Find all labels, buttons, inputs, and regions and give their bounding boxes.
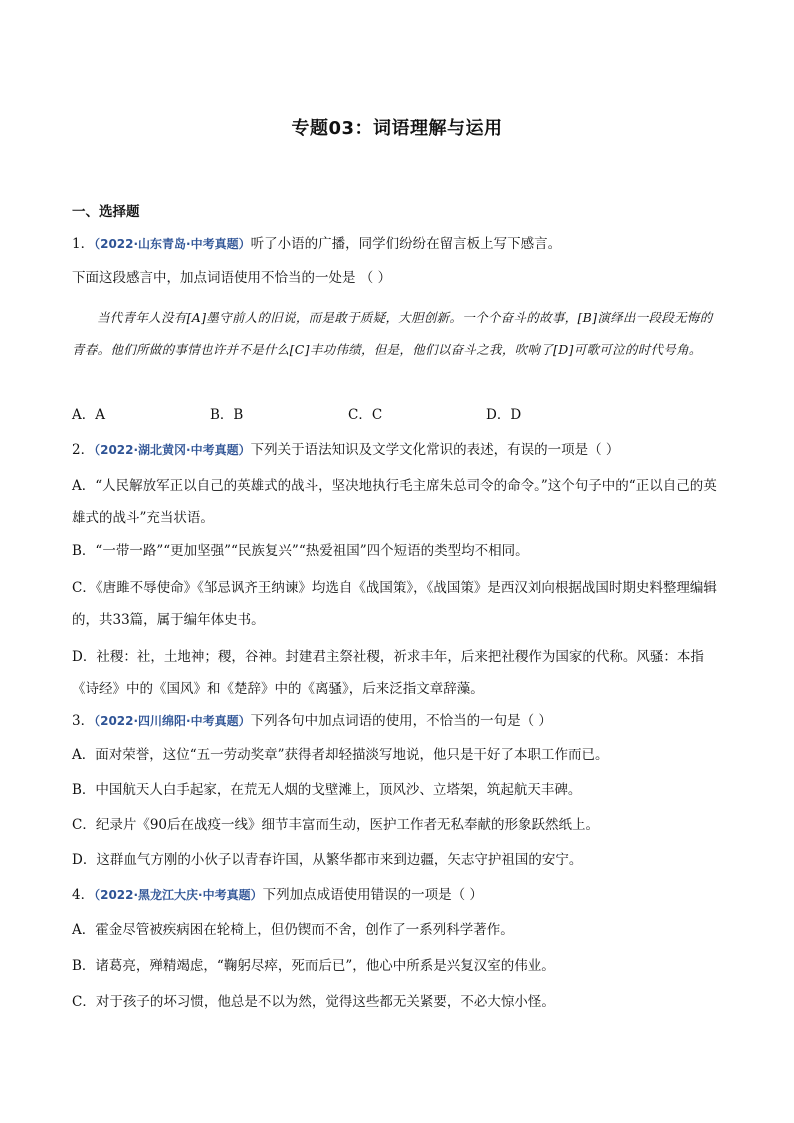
question-number: 1． [72,236,95,252]
question-stem: 下列关于语法知识及文学文化常识的表述，有误的一项是（ ） [250,442,620,458]
question-3-option-b: B．中国航天人白手起家，在荒无人烟的戈壁滩上，顶风沙、立塔架，筑起航天丰碑。 [72,782,582,798]
option-a: A．A [72,407,105,423]
question-source: （2022·黑龙江大庆·中考真题） [94,888,263,902]
question-number: 2． [72,442,95,458]
question-stem: 下列加点成语使用错误的一项是（ ） [262,887,483,903]
question-3-option-a: A．面对荣誉，这位“五一劳动奖章”获得者却轻描淡写地说，他只是干好了本职工作而已。 [72,747,609,763]
question-2-option-a: A．“人民解放军正以自己的英雄式的战斗，坚决地执行毛主席朱总司令的命令。”这个句子中的“正以自己的英雄式的战斗”充当状语。 [72,478,717,526]
question-2-option-b: B．“一带一路”“更加坚强”“民族复兴”“热爱祖国”四个短语的类型均不相同。 [72,543,529,559]
question-stem: 下列各句中加点词语的使用，不恰当的一句是（ ） [250,713,552,729]
question-source: （2022·湖北黄冈·中考真题） [94,443,251,457]
question-3-option-c: C．纪录片《90后在战疫一线》细节丰富而生动，医护工作者无私奉献的形象跃然纸上。 [72,817,600,833]
question-number: 4． [72,887,95,903]
question-3-option-d: D．这群血气方刚的小伙子以青春许国，从繁华都市来到边疆，矢志守护祖国的安宁。 [72,852,583,868]
question-3 [72,711,722,731]
question-1 [72,234,722,254]
question-4-option-c: C．对于孩子的坏习惯，他总是不以为然，觉得这些都无关紧要，不必大惊小怪。 [72,994,555,1010]
section-heading: 一、选择题 [72,204,140,220]
question-stem: 听了小语的广播，同学们纷纷在留言板上写下感言。 [250,236,562,252]
question-1-options [72,403,722,423]
option-c: C．C [348,407,383,423]
question-source: （2022·四川绵阳·中考真题） [94,714,251,728]
option-b: B．B [210,407,244,423]
question-source: （2022·山东青岛·中考真题） [94,237,251,251]
question-2-option-d: D．社稷：社，土地神；稷，谷神。封建君主祭社稷，祈求丰年，后来把社稷作为国家的代称。风骚：本指《诗经》中的《国风》和《楚辞》中的《离骚》，后来泛指文章辞藻。 [72,649,704,697]
page-title: 专题03：词语理解与运用 [291,118,503,139]
question-1-sub: 下面这段感言中，加点词语使用不恰当的一处是 （ ） [72,270,392,286]
question-2-option-c: C．《唐雎不辱使命》《邹忌讽齐王纳谏》均选自《战国策》，《战国策》是西汉刘向根据战国时期史料整理编辑的，共33篇，属于编年体史书。 [72,580,717,628]
question-number: 3． [72,713,95,729]
question-4-option-a: A．霍金尽管被疾病困在轮椅上，但仍锲而不舍，创作了一系列科学著作。 [72,922,514,938]
option-d: D．D [486,407,522,423]
question-4 [72,885,722,905]
question-2 [72,440,722,460]
question-4-option-b: B．诸葛亮，殚精竭虑，“鞠躬尽瘁，死而后已”，他心中所系是兴复汉室的伟业。 [72,958,555,974]
question-1-passage: 当代青年人没有[A]墨守前人的旧说，而是敢于质疑，大胆创新。一个个奋斗的故事，[B]演绎出一段段无悔的青春。他们所做的事情也许并不是什么[C]丰功伟绩，但是，他们以奋斗之我，吹响了[D]可歌可泣的时代号角。 [72,310,713,357]
